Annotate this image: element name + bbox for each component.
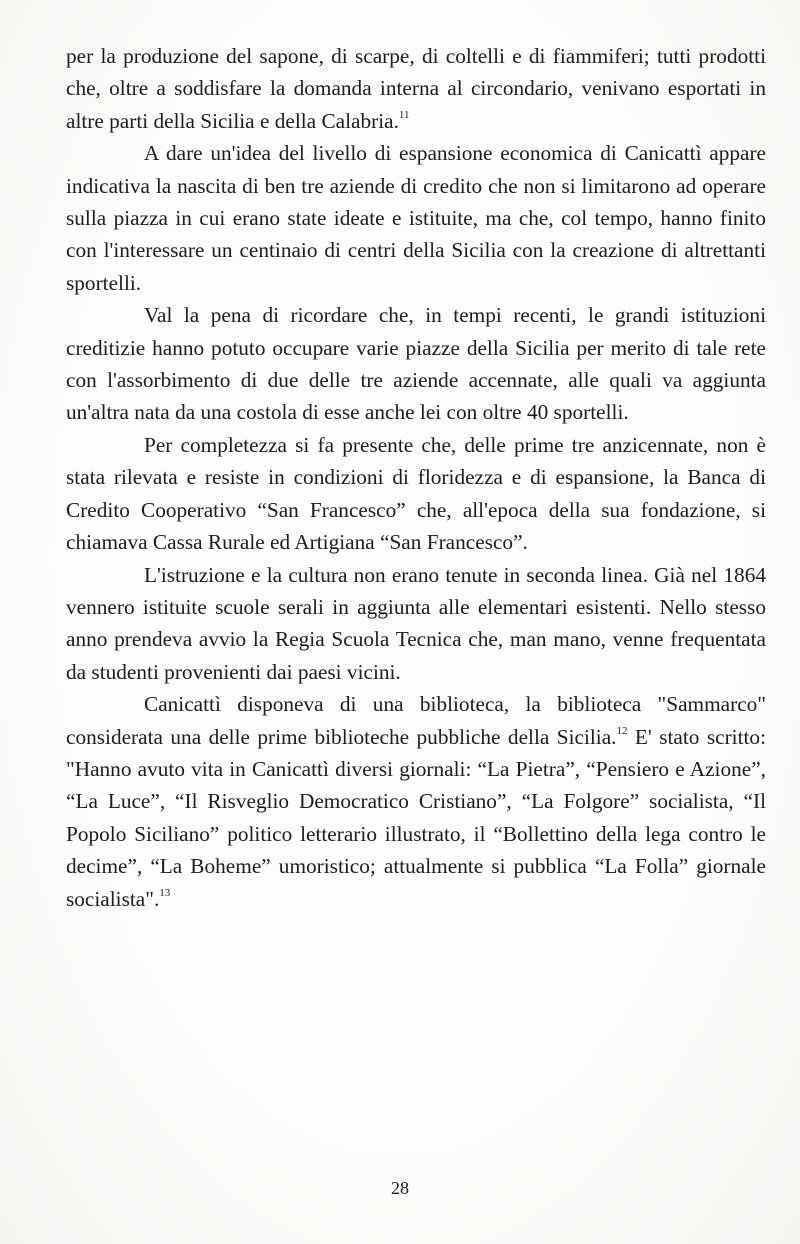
paragraph-3 — [66, 299, 766, 429]
paragraph-text: A dare un'idea del livello di espansione economica di Canicattì appare indicativa la nascita di ben tre aziende di credito che non si limitarono ad operare sulla piazza in cui erano state ideate e istituite, ma che, col tempo, hanno finito con l'interessare un centinaio di centri della Sicilia con la creazione di altrettanti sportelli. — [66, 141, 766, 295]
paragraph-text: L'istruzione e la cultura non erano tenute in seconda linea. Già nel 1864 vennero istituite scuole serali in aggiunta alle elementari esistenti. Nello stesso anno prendeva avvio la Regia Scuola Tecnica che, man mano, venne frequentata da studenti provenienti dai paesi vicini. — [66, 562, 766, 684]
paragraph-4 — [66, 429, 766, 559]
paragraph-text: Val la pena di ricordare che, in tempi recenti, le grandi istituzioni creditizie hanno potuto occupare varie piazze della Sicilia per merito di tale rete con l'assorbimento di due delle tre aziende accennate, alle quali va aggiunta un'altra nata da una costola di esse anche lei con oltre 40 sportelli. — [66, 303, 766, 425]
footnote-ref: 11 — [398, 108, 410, 121]
paragraph-5 — [66, 559, 766, 689]
paragraph-2 — [66, 137, 766, 299]
paragraph-6 — [66, 688, 766, 915]
paragraph-text-continued: E' stato scritto: "Hanno avuto vita in Canicattì diversi giornali: “La Pietra”, “Pensiero e Azione”, “La Luce”, “Il Risveglio Democratico Cristiano”, “La Folgore” socialista, “Il Popolo Siciliano” politico letterario illustrato, il “Bollettino della lega contro le decime”, “La Boheme” umoristico; attualmente si pubblica “La Folla” giornale socialista". — [66, 724, 766, 911]
paragraph-1 — [66, 40, 766, 137]
body-text — [66, 40, 766, 915]
footnote-ref: 13 — [159, 886, 171, 899]
paragraph-text: Per completezza si fa presente che, delle prime tre anzicennate, non è stata rilevata e resiste in condizioni di floridezza e di espansione, la Banca di Credito Cooperativo “San Francesco” che, all'epoca della sua fondazione, si chiamava Cassa Rurale ed Artigiana “San Francesco”. — [66, 432, 766, 555]
paragraph-text: Canicattì disponeva di una biblioteca, la biblioteca "Sammarco" considerata una delle prime biblioteche pubbliche della Sicilia. — [66, 692, 766, 749]
paragraph-text: per la produzione del sapone, di scarpe, di coltelli e di fiammiferi; tutti prodotti che, oltre a soddisfare la domanda interna al circondario, venivano esportati in altre parti della Sicilia e della Calabria. — [66, 44, 766, 133]
footnote-ref: 12 — [616, 724, 628, 737]
page-number: 28 — [391, 1178, 409, 1198]
